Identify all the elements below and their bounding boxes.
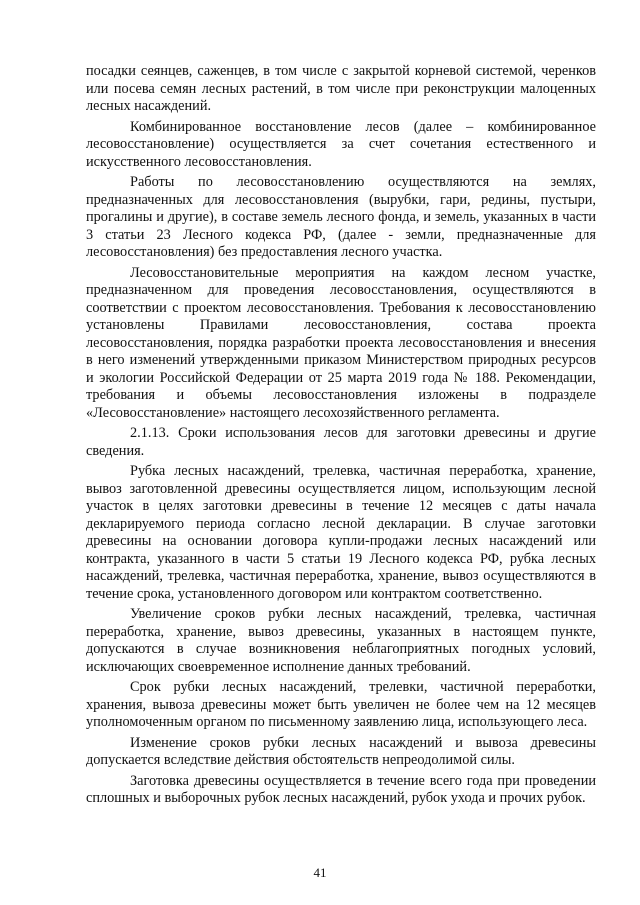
paragraph-term-extension-weather: Увеличение сроков рубки лесных насаждений, трелевка, частичная переработка, хранение, вывоз древесины, указанных в настоящем пункте, допускаются в случае возникновения неблагоприятных погодных условий, исключающих своевременное исполнение данных требований. bbox=[86, 606, 596, 675]
paragraph-term-extension-limit: Срок рубки лесных насаждений, трелевки, частичной переработки, хранения, вывоза древесины может быть увеличен не более чем на 12 месяцев уполномоченным органом по письменному заявлению лица, использующего леса. bbox=[86, 679, 596, 730]
paragraph-combined-restoration: Комбинированное восстановление лесов (далее – комбинированное лесовосстановление) осуществляется за счет сочетания естественного и искусственного лесовосстановления. bbox=[86, 118, 596, 170]
paragraph-force-majeure: Изменение сроков рубки лесных насаждений и вывоза древесины допускается вследствие действия обстоятельств непреодолимой силы. bbox=[86, 734, 596, 768]
paragraph-continuation: посадки сеянцев, саженцев, в том числе с закрытой корневой системой, черенков или посева семян лесных растений, в том числе при реконструкции малоценных лесных насаждений. bbox=[86, 63, 596, 114]
page-number: 41 bbox=[313, 865, 327, 880]
paragraph-restoration-works: Работы по лесовосстановлению осуществляются на землях, предназначенных для лесовосстановления (вырубки, гари, редины, пустыри, прогалины и другие), в составе земель лесного фонда, и земель, указанных в части 3 статьи 23 Лесного кодекса РФ, (далее - земли, предназначенные для лесовосстановления) без предоставления лесного участка. bbox=[86, 174, 596, 260]
document-page-body bbox=[86, 63, 596, 811]
paragraph-logging-terms: Рубка лесных насаждений, трелевка, частичная переработка, хранение, вывоз заготовленной древесины осуществляется лицом, использующим лесной участок в целях заготовки древесины в течение 12 месяцев с даты начала декларируемого периода согласно лесной декларации. В случае заготовки древесины на основании договора купли-продажи лесных насаждений или контракта, указанного в части 5 статьи 19 Лесного кодекса РФ, рубка лесных насаждений, трелевка, частичная переработка, хранение, вывоз осуществляются в течение срока, установленного договором или контрактом соответственно. bbox=[86, 463, 596, 602]
section-heading-2-1-13: 2.1.13. Сроки использования лесов для заготовки древесины и другие сведения. bbox=[86, 425, 596, 459]
paragraph-restoration-measures: Лесовосстановительные мероприятия на каждом лесном участке, предназначенном для проведения лесовосстановления, осуществляются в соответствии с проектом лесовосстановления. Требования к лесовосстановлению установлены Правилами лесовосстановления, состава проекта лесовосстановления, порядка разработки проекта лесовосстановления и внесения в него изменений утвержденными приказом Министерством природных ресурсов и экологии Российской Федерации от 25 марта 2019 года № 188. Рекомендации, требования и объемы лесовосстановления изложены в подразделе «Лесовосстановление» настоящего лесохозяйственного регламента. bbox=[86, 264, 596, 421]
paragraph-year-round-harvest: Заготовка древесины осуществляется в течение всего года при проведении сплошных и выборочных рубок лесных насаждений, рубок ухода и прочих рубок. bbox=[86, 772, 596, 806]
